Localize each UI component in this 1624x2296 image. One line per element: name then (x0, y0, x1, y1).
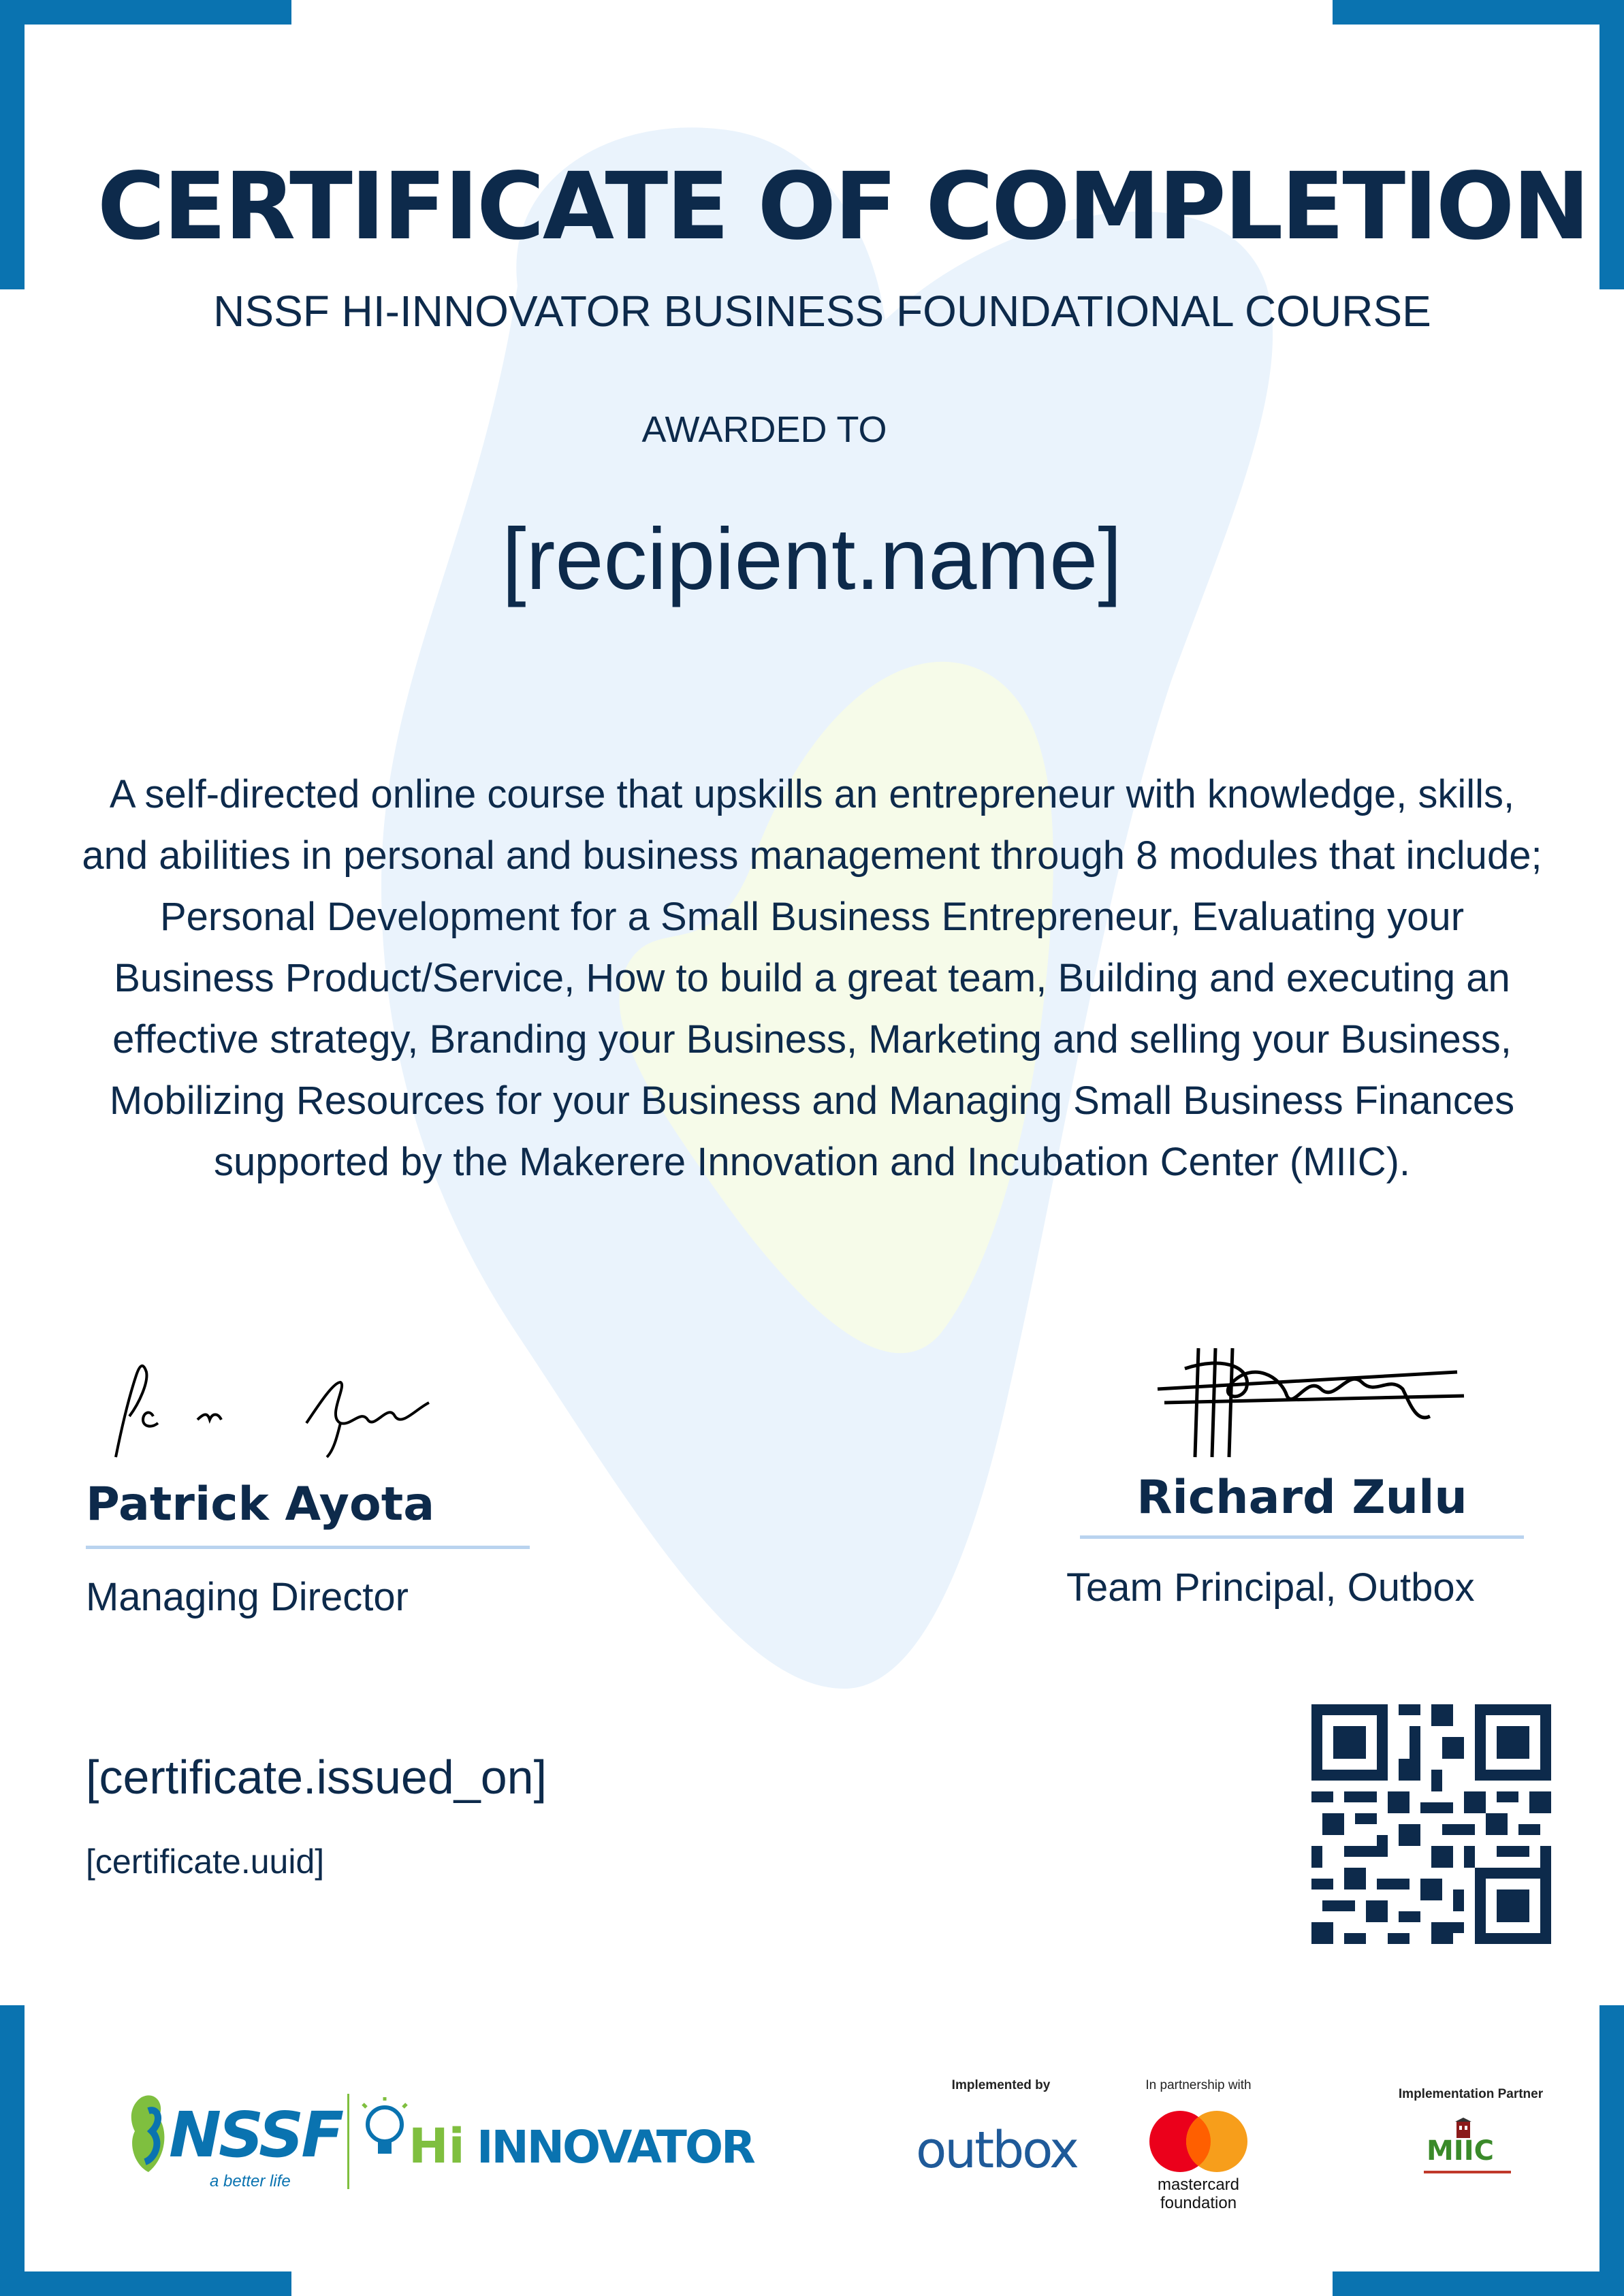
course-name: NSSF HI-INNOVATOR BUSINESS FOUNDATIONAL COURSE (213, 287, 1431, 336)
recipient-name: [recipient.name] (502, 511, 1122, 608)
hi-innovator-logo (361, 2094, 754, 2196)
outbox-logo: outbox (916, 2121, 1077, 2180)
certificate-title: CERTIFICATE OF COMPLETION (97, 153, 1589, 261)
mastercard-logo (1147, 2109, 1249, 2174)
corner-top-left (0, 0, 291, 25)
innovator-text: INNOVATOR (477, 2121, 754, 2173)
signatory-role-left: Managing Director (86, 1575, 409, 1619)
implementation-partner-label: Implementation Partner (1398, 2087, 1544, 2101)
nssf-logo (128, 2084, 346, 2206)
logo-divider (347, 2094, 349, 2189)
signatory-name-right: Richard Zulu (1136, 1471, 1467, 1525)
lightbulb-icon (361, 2097, 409, 2165)
awarded-to-label: AWARDED TO (641, 409, 887, 450)
mastercard-text-2: foundation (1160, 2194, 1237, 2212)
miic-underline (1424, 2171, 1511, 2173)
signatory-name-left: Patrick Ayota (86, 1478, 435, 1531)
hi-text: Hi (409, 2118, 465, 2174)
mastercard-text-1: mastercard (1157, 2175, 1240, 2194)
partnership-label: In partnership with (1145, 2078, 1252, 2092)
corner-bottom-right-vertical (1599, 2005, 1624, 2296)
miic-logo (1420, 2118, 1515, 2179)
signature-richard-zulu (1144, 1328, 1471, 1464)
corner-top-right (1333, 0, 1624, 25)
issued-on: [certificate.issued_on] (86, 1751, 547, 1804)
certificate-uuid: [certificate.uuid] (86, 1843, 325, 1881)
nssf-logo-text: NSSF (169, 2099, 342, 2171)
signatory-role-right: Team Principal, Outbox (1066, 1565, 1475, 1610)
corner-bottom-right (1333, 2271, 1624, 2296)
signature-line-left (86, 1546, 530, 1549)
course-description: A self-directed online course that upskills an entrepreneur with knowledge, skills, and abilities in personal and business management through 8 modules that include; Personal Development for a Small Business Entrepreneur, Evaluating your Business Product/Service, How to build a great team, Building and executing an effective strategy, Branding your Business, Marketing and selling your Business, Mobilizing Resources for your Business and Managing Small Business Finances supported by the Makerere Innovation and Incubation Center (MIIC). (82, 772, 1542, 1184)
implemented-by-label: Implemented by (951, 2078, 1051, 2092)
nssf-tagline: a better life (210, 2172, 291, 2190)
miic-text: MIIC (1427, 2135, 1494, 2167)
signature-patrick-ayota (89, 1355, 443, 1464)
signature-line-right (1080, 1535, 1524, 1539)
corner-bottom-left (0, 2271, 291, 2296)
qr-code-icon (1311, 1704, 1551, 1944)
corner-bottom-left-vertical (0, 2005, 25, 2296)
